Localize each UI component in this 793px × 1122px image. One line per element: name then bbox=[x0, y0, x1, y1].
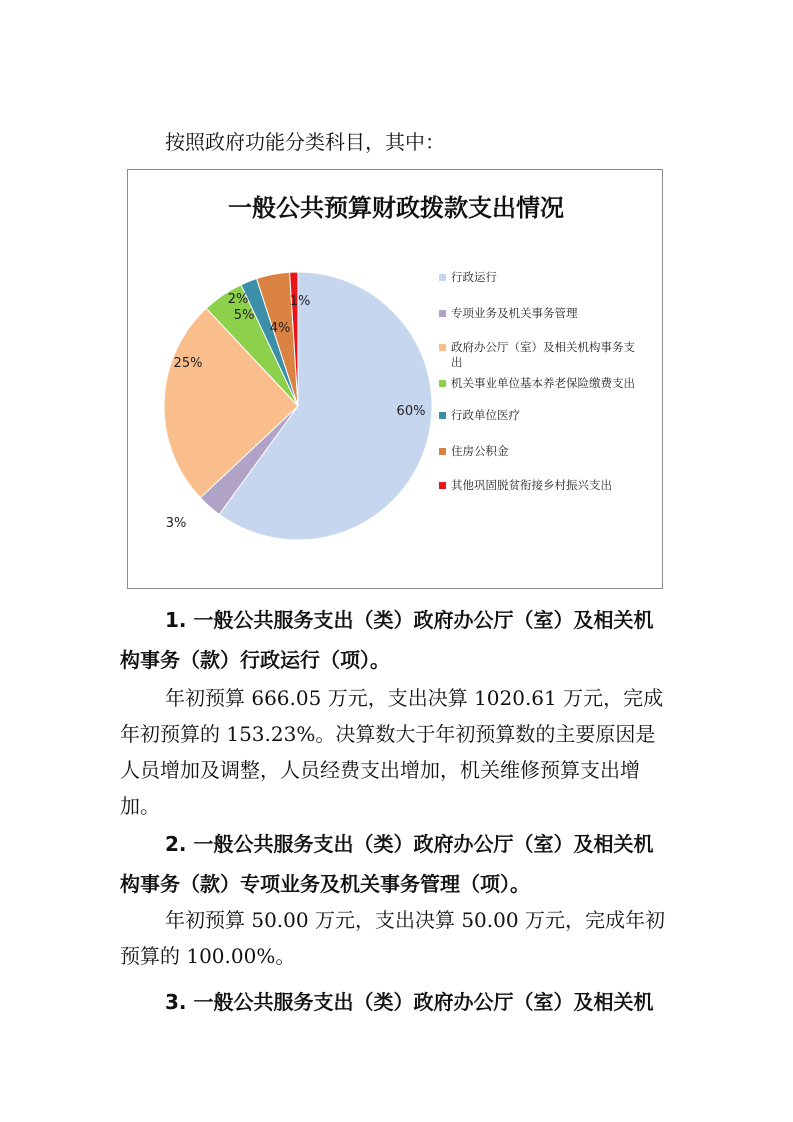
pie-slice-label: 3% bbox=[165, 516, 187, 531]
section-1-heading-line-2: 构事务（款）行政运行（项）。 bbox=[120, 648, 390, 672]
legend-item: 政府办公厅（室）及相关机构事务支出 bbox=[439, 340, 644, 370]
pie-slice-label: 2% bbox=[227, 292, 249, 307]
intro-text: 按照政府功能分类科目，其中： bbox=[165, 130, 445, 154]
legend-swatch bbox=[439, 380, 446, 387]
section-2-body-line-2: 预算的 100.00%。 bbox=[120, 944, 296, 968]
section-2-heading-line-2: 构事务（款）专项业务及机关事务管理（项）。 bbox=[120, 872, 530, 896]
pie-slice-label: 25% bbox=[173, 356, 203, 371]
section-1-heading-line-1: 1. 一般公共服务支出（类）政府办公厅（室）及相关机 bbox=[165, 608, 654, 632]
legend-swatch bbox=[439, 482, 446, 489]
legend-item: 其他巩固脱贫衔接乡村振兴支出 bbox=[439, 478, 612, 493]
legend-item: 机关事业单位基本养老保险缴费支出 bbox=[439, 376, 651, 391]
pie-chart bbox=[127, 169, 663, 589]
section-1-body-line-1: 年初预算 666.05 万元，支出决算 1020.61 万元，完成 bbox=[165, 686, 664, 710]
section-1-body-line-2: 年初预算的 153.23%。决算数大于年初预算数的主要原因是 bbox=[120, 722, 656, 746]
legend-item: 行政运行 bbox=[439, 270, 497, 285]
pie-slice-label: 60% bbox=[396, 404, 426, 419]
legend-swatch bbox=[439, 344, 446, 351]
legend-swatch bbox=[439, 412, 446, 419]
section-2-body-line-1: 年初预算 50.00 万元，支出决算 50.00 万元，完成年初 bbox=[165, 908, 665, 932]
pie-slice-label: 5% bbox=[233, 308, 255, 323]
legend-swatch bbox=[439, 274, 446, 281]
legend-item: 行政单位医疗 bbox=[439, 408, 520, 423]
legend-item: 住房公积金 bbox=[439, 444, 509, 459]
chart-title: 一般公共预算财政拨款支出情况 bbox=[228, 194, 564, 222]
legend-swatch bbox=[439, 310, 446, 317]
pie-slice-label: 1% bbox=[289, 294, 311, 309]
legend-item: 专项业务及机关事务管理 bbox=[439, 306, 578, 321]
section-3-heading-line-1: 3. 一般公共服务支出（类）政府办公厅（室）及相关机 bbox=[165, 990, 654, 1014]
pie-slice-label: 4% bbox=[269, 321, 291, 336]
section-2-heading-line-1: 2. 一般公共服务支出（类）政府办公厅（室）及相关机 bbox=[165, 832, 654, 856]
legend-swatch bbox=[439, 448, 446, 455]
section-1-body-line-3: 人员增加及调整，人员经费支出增加，机关维修预算支出增 bbox=[120, 758, 640, 782]
section-1-body-line-4: 加。 bbox=[120, 794, 160, 818]
